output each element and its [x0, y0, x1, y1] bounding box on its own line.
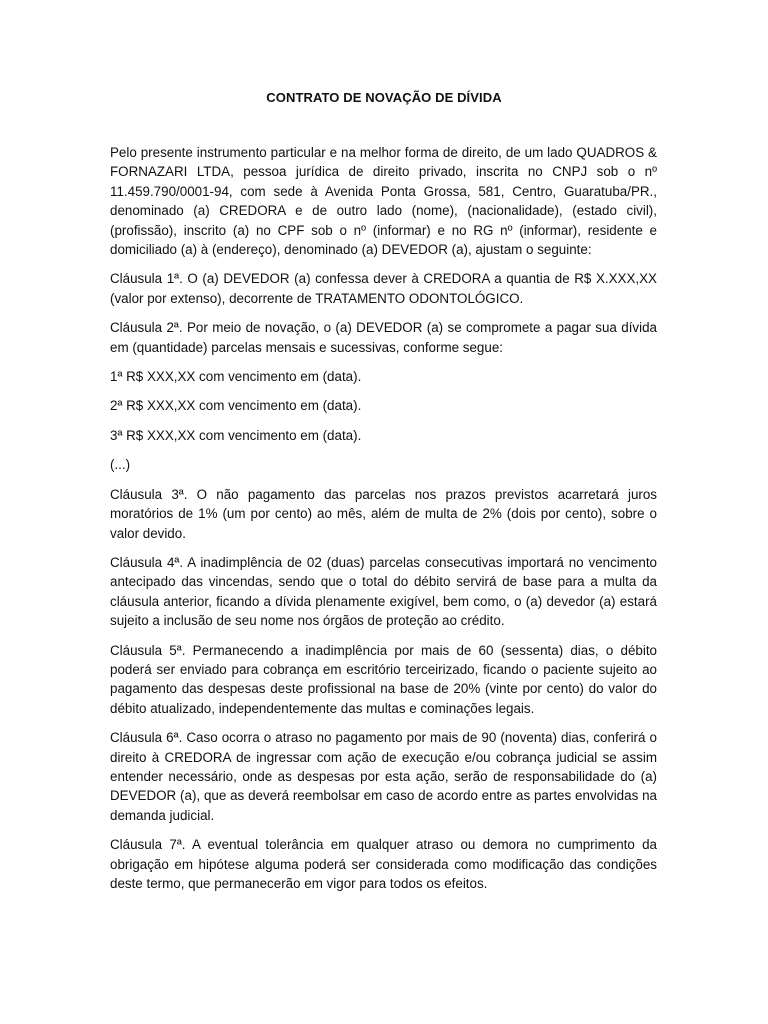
installment-3-line: 3ª R$ XXX,XX com vencimento em (data). — [110, 427, 362, 443]
clause-6-paragraph: Cláusula 6ª. Caso ocorra o atraso no pagamento por mais de 90 (noventa) dias, conferirá o direito à CREDORA de ingressar com ação de execução e/ou cobrança judicial se assim entender necessário, onde as despesas por esta ação, serão de responsabilidade do (a) DEVEDOR (a), que as deverá reembolsar em caso de acordo entre as partes envolvidas na demanda judicial. — [110, 730, 657, 823]
document-title: CONTRATO DE NOVAÇÃO DE DÍVIDA — [266, 90, 502, 105]
clause-5-paragraph: Cláusula 5ª. Permanecendo a inadimplência por mais de 60 (sessenta) dias, o débito poderá ser enviado para cobrança em escritório terceirizado, ficando o paciente sujeito ao pagamento das despesas deste profissional na base de 20% (vinte por cento) do valor do débito atualizado, independentemente das multas e cominações legais. — [110, 642, 657, 716]
clause-7-paragraph: Cláusula 7ª. A eventual tolerância em qualquer atraso ou demora no cumprimento da obrigação em hipótese alguma poderá ser considerada como modificação das condições deste termo, que permanecerão em vigor para todos os efeitos. — [110, 837, 657, 891]
clause-4-paragraph: Cláusula 4ª. A inadimplência de 02 (duas) parcelas consecutivas importará no vencimento antecipado das vincendas, sendo que o total do débito servirá de base para a multa da cláusula anterior, ficando a dívida plenamente exigível, bem como, o (a) devedor (a) estará sujeito a inclusão de seu nome nos órgãos de proteção ao crédito. — [110, 554, 657, 629]
ellipsis-line: (...) — [110, 457, 131, 473]
preamble-paragraph: Pelo presente instrumento particular e na melhor forma de direito, de um lado QUADROS & FORNAZARI LTDA, pessoa jurídica de direito privado, inscrita no CNPJ sob o nº 11.459.790/0001-94, com sede à Avenida Ponta Grossa, 581, Centro, Guaratuba/PR., denominado (a) CREDORA e de outro lado (nome), (nacionalidade), (estado civil), (profissão), inscrito (a) no CPF sob o nº (informar) e no RG nº (informar), residente e domiciliado (a) à (endereço), denominado (a) DEVEDOR (a), ajustam o seguinte: — [110, 145, 657, 258]
installment-2-line: 2ª R$ XXX,XX com vencimento em (data). — [110, 398, 362, 414]
document-body — [110, 143, 657, 903]
installment-1-line: 1ª R$ XXX,XX com vencimento em (data). — [110, 369, 362, 385]
clause-2-paragraph: Cláusula 2ª. Por meio de novação, o (a) DEVEDOR (a) se compromete a pagar sua dívida em (quantidade) parcelas mensais e sucessivas, conforme segue: — [110, 320, 657, 355]
clause-3-paragraph: Cláusula 3ª. O não pagamento das parcelas nos prazos previstos acarretará juros moratórios de 1% (um por cento) ao mês, além de multa de 2% (dois por cento), sobre o valor devido. — [110, 486, 657, 541]
clause-1-paragraph: Cláusula 1ª. O (a) DEVEDOR (a) confessa dever à CREDORA a quantia de R$ X.XXX,XX (valor por extenso), decorrente de TRATAMENTO ODONTOLÓGICO. — [110, 271, 657, 306]
